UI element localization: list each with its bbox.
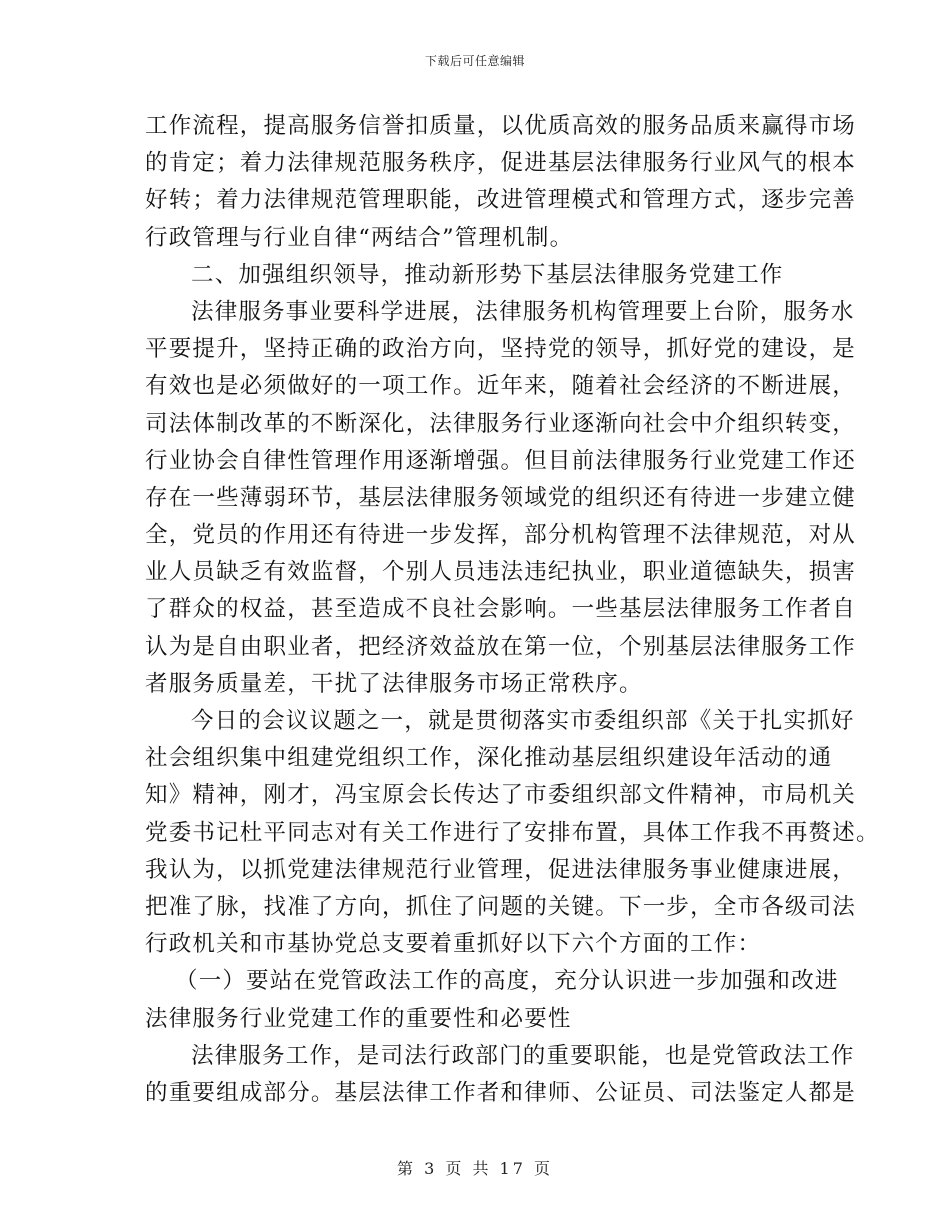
text-line: 认为是自由职业者，把经济效益放在第一位，个别基层法律服务工作: [145, 633, 857, 660]
page-header: 下载后可任意编辑: [424, 54, 525, 68]
text-line: 工作流程，提高服务信誉扣质量，以优质高效的服务品质来赢得市场: [145, 113, 857, 139]
subsection-heading: 法律服务行业党建工作的重要性和必要性: [145, 1005, 572, 1032]
text-line: 我认为，以抓党建法律规范行业管理，促进法律服务事业健康进展，: [145, 856, 857, 883]
text-line: 平要提升，坚持正确的政治方向，坚持党的领导，抓好党的建设，是: [145, 336, 857, 363]
document-body: [145, 108, 880, 1112]
text-line: 存在一些薄弱环节，基层法律服务领域党的组织还有待进一步建立健: [145, 484, 857, 511]
text-line: 的重要组成部分。基层法律工作者和律师、公证员、司法鉴定人都是: [145, 1079, 857, 1106]
text-line: 党委书记杜平同志对有关工作进行了安排布置，具体工作我不再赘述。: [145, 819, 880, 846]
text-line: 者服务质量差，干扰了法律服务市场正常秩序。: [145, 670, 643, 697]
subsection-heading: （一）要站在党管政法工作的高度，充分认识进一步加强和改进: [175, 968, 839, 995]
section-heading: 二、加强组织领导，推动新形势下基层法律服务党建工作: [191, 261, 784, 288]
text-line: 知》精神，刚才，冯宝原会长传达了市委组织部文件精神，市局机关: [145, 782, 857, 809]
text-line: 法律服务工作，是司法行政部门的重要职能，也是党管政法工作: [191, 1042, 855, 1069]
text-line: 业人员缺乏有效监督，个别人员违法违纪执业，职业道德缺失，损害: [145, 559, 857, 586]
text-line: 好转；着力法律规范管理职能，改进管理模式和管理方式，逐步完善: [145, 187, 857, 214]
text-line: 行业协会自律性管理作用逐渐增强。但目前法律服务行业党建工作还: [145, 447, 857, 474]
text-line: 了群众的权益，甚至造成不良社会影响。一些基层法律服务工作者自: [145, 596, 857, 623]
text-line: 今日的会议议题之一，就是贯彻落实市委组织部《关于扎实抓好: [191, 708, 855, 734]
text-line: 全，党员的作用还有待进一步发挥，部分机构管理不法律规范，对从: [145, 522, 857, 549]
text-line: 法律服务事业要科学进展，法律服务机构管理要上台阶，服务水: [191, 298, 855, 325]
page-footer: 第 3 页 共 17 页: [397, 1159, 553, 1178]
text-line: 司法体制改革的不断深化，法律服务行业逐渐向社会中介组织转变，: [145, 410, 857, 437]
text-line: 行政机关和市基协党总支要着重抓好以下六个方面的工作：: [145, 931, 762, 958]
text-line: 把准了脉，找准了方向，抓住了问题的关键。下一步，全市各级司法: [145, 893, 857, 920]
text-line: 有效也是必须做好的一项工作。近年来，随着社会经济的不断进展，: [145, 373, 857, 400]
text-line: 社会组织集中组建党组织工作，深化推动基层组织建设年活动的通: [145, 745, 833, 772]
text-line: 的肯定；着力法律规范服务秩序，促进基层法律服务行业风气的根本: [145, 150, 857, 177]
text-line: 行政管理与行业自律“两结合”管理机制。: [145, 224, 574, 251]
